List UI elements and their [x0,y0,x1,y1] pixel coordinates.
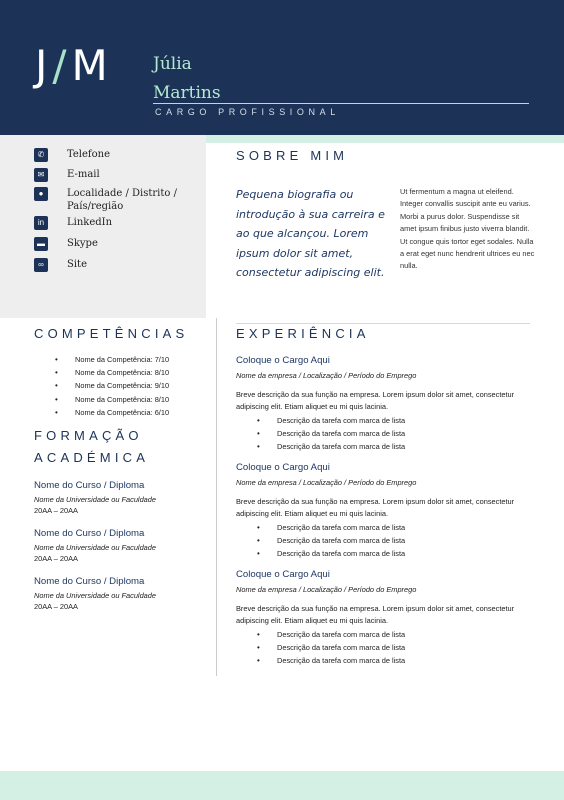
skype-icon: ▬ [34,237,48,251]
task-list [236,628,536,667]
contact-item-email [34,168,197,182]
contact-label: Site [67,259,87,270]
bio-intro: Pequena biografia ou introdução à sua carreira e ao que alcançou. Lorem ipsum dolor sit amet, consectetur adipiscing elit. [236,188,385,279]
task-list [236,521,536,560]
job-title: CARGO PROFISSIONAL [155,107,340,117]
experience-entry [236,568,536,667]
first-name: Júlia [153,54,192,74]
skill-item: • Nome da Competência: 9/10 [48,379,169,392]
contact-panel [0,135,206,318]
task-item: • Descrição da tarefa com marca de lista [236,641,536,654]
education-item [34,575,209,612]
education-item [34,479,209,516]
task-item: • Descrição da tarefa com marca de lista [236,547,536,560]
task-item: • Descrição da tarefa com marca de lista [236,654,536,667]
location-pin-icon: ● [34,187,48,201]
contact-item-skype [34,237,197,251]
linkedin-icon: in [34,216,48,230]
monogram-slash: / [52,41,68,90]
company-line: Nome da empresa / Localização / Período do Emprego [236,585,417,594]
contact-item-site [34,258,197,272]
company-line: Nome da empresa / Localização / Período do Emprego [236,478,417,487]
phone-icon: ✆ [34,148,48,162]
school-name: Nome da Universidade ou Faculdade [34,495,157,504]
contact-label: Localidade / Distrito / País/região [67,188,177,212]
bio-secondary: Ut fermentum a magna ut eleifend. Integer convallis suscipit ante eu varius. Morbi a purus dolor. Suspendisse sit amet ipsum finibus justo viverra blandit. Ut congue quis tortor eget sodales. Nulla a erat eget nunc hendrerit ultrices eu nec nulla. [400,187,535,271]
education-item [34,527,209,564]
position-title: Coloque o Cargo Aqui [236,462,330,473]
position-description: Breve descrição da sua função na empresa. Lorem ipsum dolor sit amet, consectetur adipiscing elit. Etiam aliquet eu mi quis lacinia. [236,497,515,519]
accent-strip [206,135,564,143]
skill-item: • Nome da Competência: 8/10 [48,393,169,406]
experience-divider [236,323,530,324]
contact-label: LinkedIn [67,217,113,228]
experience-heading: EXPERIÊNCIA [236,326,370,341]
task-item: • Descrição da tarefa com marca de lista [236,534,536,547]
task-list [236,414,536,453]
task-item: • Descrição da tarefa com marca de lista [236,427,536,440]
contact-label: E-mail [67,169,100,180]
education-heading-line1: FORMAÇÃO [34,428,143,443]
company-line: Nome da empresa / Localização / Período do Emprego [236,371,417,380]
skills-list [48,353,169,419]
contact-item-phone [34,148,197,162]
position-title: Coloque o Cargo Aqui [236,355,330,366]
footer-band [0,771,564,800]
education-dates: 20AA – 20AA [34,554,78,563]
education-dates: 20AA – 20AA [34,506,78,515]
experience-entry [236,461,536,560]
education-dates: 20AA – 20AA [34,602,78,611]
monogram-first-initial: J [35,41,49,90]
school-name: Nome da Universidade ou Faculdade [34,543,157,552]
position-description: Breve descrição da sua função na empresa. Lorem ipsum dolor sit amet, consectetur adipiscing elit. Etiam aliquet eu mi quis lacinia. [236,604,515,626]
contact-item-location [34,187,197,213]
task-item: • Descrição da tarefa com marca de lista [236,414,536,427]
task-item: • Descrição da tarefa com marca de lista [236,440,536,453]
position-description: Breve descrição da sua função na empresa. Lorem ipsum dolor sit amet, consectetur adipiscing elit. Etiam aliquet eu mi quis lacinia. [236,390,515,412]
skills-heading: COMPETÊNCIAS [34,326,189,341]
name-divider [153,103,529,104]
last-name: Martins [153,83,221,103]
contact-item-linkedin [34,216,197,230]
position-title: Coloque o Cargo Aqui [236,569,330,580]
contact-label: Telefone [67,149,111,160]
course-name: Nome do Curso / Diploma [34,576,145,587]
link-icon: ∞ [34,258,48,272]
about-heading: SOBRE MIM [236,148,349,163]
column-divider [216,318,217,676]
education-heading-line2: ACADÉMICA [34,450,150,465]
email-icon: ✉ [34,168,48,182]
experience-entry [236,354,536,453]
task-item: • Descrição da tarefa com marca de lista [236,628,536,641]
skill-item: • Nome da Competência: 6/10 [48,406,169,419]
task-item: • Descrição da tarefa com marca de lista [236,521,536,534]
course-name: Nome do Curso / Diploma [34,528,145,539]
skill-item: • Nome da Competência: 7/10 [48,353,169,366]
course-name: Nome do Curso / Diploma [34,480,145,491]
school-name: Nome da Universidade ou Faculdade [34,591,157,600]
header-banner [0,0,564,135]
contact-label: Skype [67,238,98,249]
monogram-last-initial: M [71,41,109,90]
skill-item: • Nome da Competência: 8/10 [48,366,169,379]
monogram [35,40,109,92]
